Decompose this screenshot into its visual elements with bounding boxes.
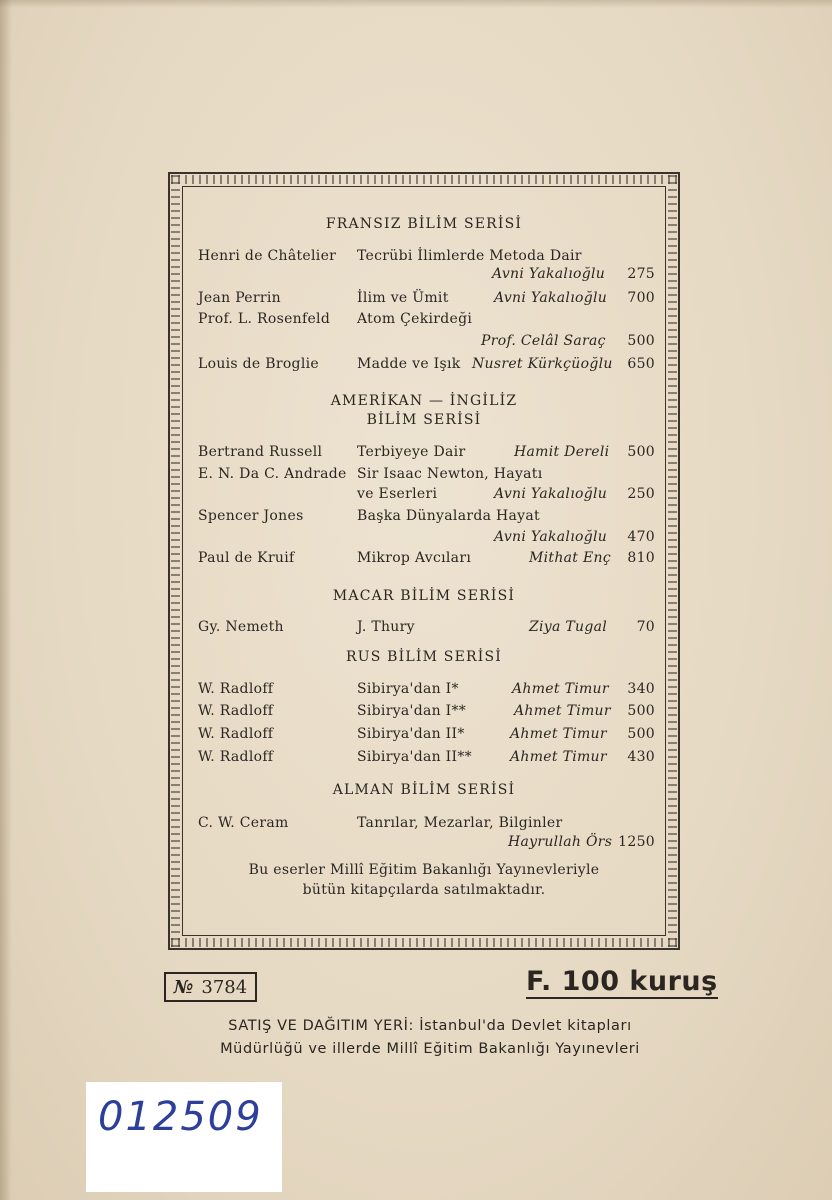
cover-price-text: F. 100 kuruş (526, 966, 718, 997)
book-author: W. Radloff (198, 681, 274, 697)
book-price: 500 (627, 726, 655, 742)
book-translator: Ziya Tugal (529, 619, 608, 635)
book-title: Tanrılar, Mezarlar, Bilginler (357, 815, 563, 831)
book-title-line2: ve Eserleri (357, 486, 438, 502)
book-title: Sibirya'dan II** (357, 749, 472, 765)
book-title: Sibirya'dan I** (357, 703, 467, 719)
book-author: W. Radloff (198, 703, 274, 719)
book-author: Prof. L. Rosenfeld (198, 311, 331, 327)
book-translator: Ahmet Timur (510, 726, 607, 742)
book-author: Gy. Nemeth (198, 619, 284, 635)
book-translator: Nusret Kürkçüoğlu (472, 356, 613, 372)
book-price: 810 (627, 550, 655, 566)
book-translator: Avni Yakalıoğlu (492, 266, 606, 282)
book-title: Terbiyeye Dair (357, 444, 466, 460)
book-price: 1250 (618, 834, 655, 850)
frame-band-right (668, 175, 677, 947)
book-price: 340 (627, 681, 655, 697)
book-title-line1: Sir Isaac Newton, Hayatı (357, 466, 543, 482)
book-author: Henri de Châtelier (198, 248, 337, 264)
book-author: W. Radloff (198, 749, 274, 765)
book-translator: Prof. Celâl Saraç (481, 333, 606, 349)
catalog-number: 3784 (201, 976, 248, 998)
book-author: C. W. Ceram (198, 815, 289, 831)
section-heading-amerikan-line2: BİLİM SERİSİ (366, 412, 482, 428)
numero-sign: № (173, 976, 194, 998)
book-title: J. Thury (357, 619, 415, 635)
book-translator: Hayrullah Örs (508, 834, 613, 850)
book-price: 430 (627, 749, 655, 765)
book-price: 650 (627, 356, 655, 372)
availability-note-line1: Bu eserler Millî Eğitim Bakanlığı Yayınevleriyle (248, 862, 600, 878)
book-translator: Avni Yakalıoğlu (494, 486, 608, 502)
handwritten-inventory-number: 012509 (98, 1094, 263, 1140)
book-price: 500 (627, 444, 655, 460)
book-title: Başka Dünyalarda Hayat (357, 508, 540, 524)
book-price: 250 (627, 486, 655, 502)
book-price: 500 (627, 703, 655, 719)
book-translator: Avni Yakalıoğlu (494, 290, 608, 306)
book-author: Louis de Broglie (198, 356, 319, 372)
book-title: Sibirya'dan I* (357, 681, 459, 697)
book-translator: Ahmet Timur (512, 681, 609, 697)
sales-info-line2: Müdürlüğü ve illerde Millî Eğitim Bakanlığı Yayınevleri (220, 1041, 640, 1057)
book-title: İlim ve Ümit (357, 290, 449, 306)
section-heading-rus: RUS BİLİM SERİSİ (345, 649, 502, 665)
page-top-shadow (0, 0, 832, 8)
book-translator: Mithat Enç (529, 550, 611, 566)
book-title: Sibirya'dan II* (357, 726, 465, 742)
frame-band-top (171, 175, 677, 184)
book-title: Atom Çekirdeği (357, 311, 473, 327)
section-heading-macar: MACAR BİLİM SERİSİ (332, 588, 516, 604)
availability-note-line2: bütün kitapçılarda satılmaktadır. (302, 882, 546, 898)
book-author: Jean Perrin (198, 290, 281, 306)
book-price: 700 (627, 290, 655, 306)
book-author: E. N. Da C. Andrade (198, 466, 347, 482)
book-price: 275 (627, 266, 655, 282)
page-edge-shadow (0, 0, 12, 1200)
frame-band-bottom (171, 938, 677, 947)
sales-info-line1: SATIŞ VE DAĞITIM YERİ: İstanbul'da Devlet kitapları (228, 1018, 632, 1034)
book-translator: Hamit Dereli (514, 444, 610, 460)
section-heading-amerikan: AMERİKAN — İNGİLİZ (330, 393, 518, 409)
frame-band-left (171, 175, 180, 947)
inventory-label (86, 1082, 282, 1192)
book-title: Tecrübi İlimlerde Metoda Dair (357, 248, 582, 264)
book-title: Mikrop Avcıları (357, 550, 472, 566)
book-author: W. Radloff (198, 726, 274, 742)
book-translator: Ahmet Timur (510, 749, 607, 765)
cover-price-underline (526, 997, 718, 999)
book-price: 470 (627, 529, 655, 545)
book-translator: Ahmet Timur (514, 703, 611, 719)
book-price: 500 (627, 333, 655, 349)
book-author: Spencer Jones (198, 508, 304, 524)
book-title: Madde ve Işık (357, 356, 461, 372)
catalog-number-box (164, 972, 257, 1002)
section-heading-alman: ALMAN BİLİM SERİSİ (332, 782, 516, 798)
cover-price (526, 966, 718, 997)
book-author: Paul de Kruif (198, 550, 295, 566)
book-translator: Avni Yakalıoğlu (494, 529, 608, 545)
section-heading-fransiz: FRANSIZ BİLİM SERİSİ (325, 216, 523, 232)
book-price: 70 (636, 619, 655, 635)
book-author: Bertrand Russell (198, 444, 323, 460)
